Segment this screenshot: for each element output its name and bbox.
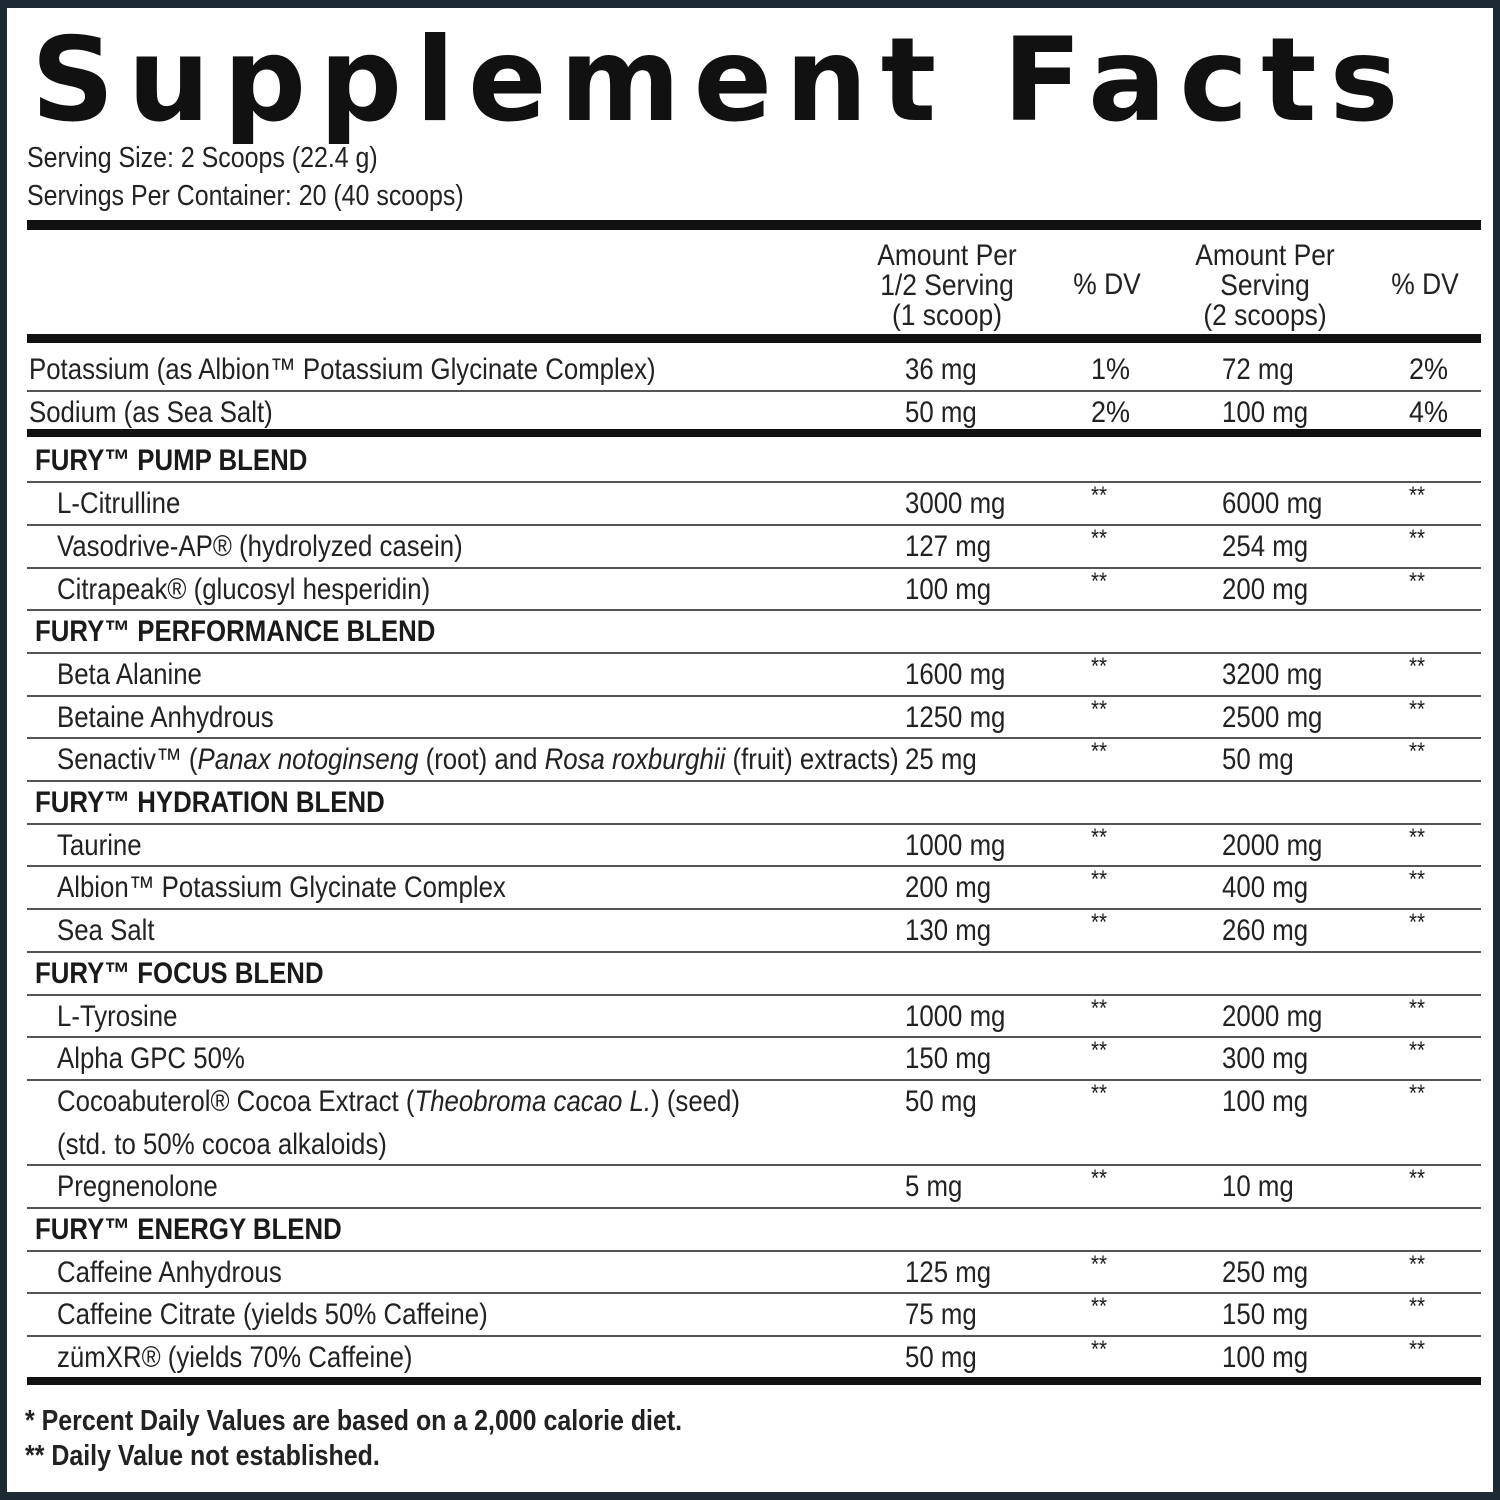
name-part: Cocoabuterol® Cocoa Extract (: [57, 1084, 415, 1118]
table-row: [27, 738, 1481, 780]
page-title: Supplement Facts: [31, 13, 1412, 148]
amount-full-serving: 2000 mg: [1222, 999, 1323, 1033]
table-row: [27, 1037, 1481, 1079]
dv-full-serving: **: [1409, 866, 1426, 894]
amount-half-serving: 50 mg: [905, 1084, 977, 1118]
table-row: [27, 482, 1481, 524]
dv-half-serving: **: [1091, 695, 1108, 723]
amount-full-serving: 3200 mg: [1222, 657, 1323, 691]
section-rule: [27, 1377, 1481, 1385]
dv-half-serving: **: [1091, 652, 1108, 680]
amount-full-serving: 2500 mg: [1222, 700, 1323, 734]
amount-half-serving: 1250 mg: [905, 700, 1006, 734]
dv-half-serving: **: [1091, 567, 1108, 595]
header-full-serving: Amount Per Serving (2 scoops): [1195, 239, 1335, 332]
ingredient-name: Alpha GPC 50%: [57, 1042, 245, 1076]
dv-half-serving: **: [1091, 1336, 1108, 1364]
amount-full-serving: 6000 mg: [1222, 487, 1323, 521]
table-row: [27, 1251, 1481, 1293]
blend-name: FURY™ FOCUS BLEND: [35, 956, 324, 990]
amount-half-serving: 3000 mg: [905, 487, 1006, 521]
name-part: (fruit) extracts): [725, 743, 899, 777]
dv-full-serving: **: [1409, 482, 1426, 510]
table-row: [27, 824, 1481, 866]
blend-name: FURY™ ENERGY BLEND: [35, 1213, 342, 1246]
dv-full-serving: **: [1409, 652, 1426, 680]
amount-half-serving: 75 mg: [905, 1298, 977, 1332]
dv-full-serving: 4%: [1409, 395, 1449, 429]
dv-full-serving: **: [1409, 1250, 1426, 1278]
name-part: (root) and: [418, 743, 545, 777]
latin-name: Theobroma cacao L.: [414, 1084, 652, 1118]
ingredient-name: [57, 1080, 740, 1122]
latin-name: Panax notoginseng: [197, 743, 419, 777]
dv-full-serving: **: [1409, 1079, 1426, 1107]
dv-full-serving: **: [1409, 823, 1426, 851]
table-row: [27, 1079, 1481, 1161]
footnote-dv-not-established: ** Daily Value not established.: [25, 1440, 380, 1472]
amount-half-serving: 125 mg: [905, 1255, 992, 1289]
amount-full-serving: 400 mg: [1222, 871, 1309, 905]
table-row: [27, 1165, 1481, 1207]
amount-full-serving: 50 mg: [1222, 743, 1294, 777]
dv-full-serving: **: [1409, 738, 1426, 766]
dv-half-serving: **: [1091, 1079, 1108, 1107]
latin-name: Rosa roxburghii: [544, 743, 726, 777]
amount-half-serving: 200 mg: [905, 871, 992, 905]
header-dv-half: % DV: [1073, 268, 1141, 301]
ingredient-name: Albion™ Potassium Glycinate Complex: [57, 871, 506, 905]
dv-full-serving: **: [1409, 524, 1426, 552]
header-top-rule: [27, 220, 1481, 230]
serving-size: Serving Size: 2 Scoops (22.4 g): [27, 142, 378, 174]
table-row: [27, 1293, 1481, 1335]
ingredient-name: L-Tyrosine: [57, 999, 178, 1033]
amount-half-serving: 1000 mg: [905, 828, 1006, 862]
nutrient-name: Sodium (as Sea Salt): [29, 395, 273, 429]
section-rule: [27, 429, 1481, 437]
blend-header-row: [27, 952, 1481, 994]
table-row: [27, 866, 1481, 908]
table-row: [27, 525, 1481, 567]
amount-full-serving: 200 mg: [1222, 572, 1309, 606]
amount-half-serving: 36 mg: [905, 353, 977, 386]
dv-half-serving: **: [1091, 823, 1108, 851]
amount-full-serving: 10 mg: [1222, 1170, 1294, 1204]
amount-half-serving: 1000 mg: [905, 999, 1006, 1033]
dv-full-serving: **: [1409, 567, 1426, 595]
dv-full-serving: **: [1409, 1037, 1426, 1065]
header-bottom-rule: [27, 334, 1481, 343]
blend-header-row: [27, 439, 1481, 481]
header-dv-full: % DV: [1391, 268, 1459, 301]
ingredient-name-line2: (std. to 50% cocoa alkaloids): [57, 1127, 387, 1161]
amount-full-serving: 300 mg: [1222, 1042, 1309, 1076]
dv-full-serving: 2%: [1409, 353, 1449, 386]
ingredient-name: Caffeine Citrate (yields 50% Caffeine): [57, 1298, 488, 1332]
amount-full-serving: 100 mg: [1222, 395, 1309, 429]
dv-full-serving: **: [1409, 1165, 1426, 1193]
dv-half-serving: **: [1091, 909, 1108, 937]
dv-half-serving: **: [1091, 524, 1108, 552]
dv-full-serving: **: [1409, 1293, 1426, 1321]
supplement-facts-panel: [7, 8, 1493, 1492]
amount-half-serving: 100 mg: [905, 572, 992, 606]
dv-half-serving: **: [1091, 738, 1108, 766]
amount-half-serving: 50 mg: [905, 1341, 977, 1375]
amount-full-serving: 250 mg: [1222, 1255, 1309, 1289]
table-row: [27, 909, 1481, 951]
amount-half-serving: 50 mg: [905, 395, 977, 429]
dv-half-serving: **: [1091, 1293, 1108, 1321]
nutrient-name: Potassium (as Albion™ Potassium Glycinate Complex): [29, 353, 656, 386]
table-row: [27, 696, 1481, 738]
name-part: ) (seed): [651, 1084, 740, 1118]
table-row: [27, 653, 1481, 695]
ingredient-name: Beta Alanine: [57, 657, 202, 691]
amount-half-serving: 25 mg: [905, 743, 977, 777]
dv-half-serving: 2%: [1091, 395, 1131, 429]
blend-header-row: [27, 610, 1481, 652]
amount-full-serving: 100 mg: [1222, 1341, 1309, 1375]
ingredient-name: Sea Salt: [57, 914, 155, 948]
name-part: Senactiv™ (: [57, 743, 198, 777]
dv-half-serving: **: [1091, 1250, 1108, 1278]
ingredient-name: Caffeine Anhydrous: [57, 1255, 282, 1289]
dv-half-serving: **: [1091, 1037, 1108, 1065]
blend-name: FURY™ PERFORMANCE BLEND: [35, 615, 436, 649]
amount-full-serving: 260 mg: [1222, 914, 1309, 948]
ingredient-name: Citrapeak® (glucosyl hesperidin): [57, 572, 431, 606]
ingredient-name: Vasodrive-AP® (hydrolyzed casein): [57, 529, 463, 563]
dv-full-serving: **: [1409, 1336, 1426, 1364]
dv-full-serving: **: [1409, 909, 1426, 937]
blend-header-row: [27, 1208, 1481, 1250]
table-row: [27, 391, 1481, 433]
amount-half-serving: 1600 mg: [905, 657, 1006, 691]
ingredient-name: [57, 738, 899, 780]
ingredient-name: Pregnenolone: [57, 1170, 218, 1204]
table-row: [27, 995, 1481, 1037]
ingredient-name: zümXR® (yields 70% Caffeine): [57, 1341, 413, 1375]
footnote-dv-basis: * Percent Daily Values are based on a 2,000 calorie diet.: [25, 1405, 683, 1437]
dv-half-serving: 1%: [1091, 353, 1131, 386]
dv-full-serving: **: [1409, 695, 1426, 723]
amount-full-serving: 150 mg: [1222, 1298, 1309, 1332]
amount-full-serving: 72 mg: [1222, 353, 1294, 386]
table-row: [27, 1336, 1481, 1378]
blend-name: FURY™ PUMP BLEND: [35, 444, 308, 478]
amount-full-serving: 2000 mg: [1222, 828, 1323, 862]
ingredient-name: Taurine: [57, 828, 142, 862]
dv-half-serving: **: [1091, 866, 1108, 894]
blend-header-row: [27, 781, 1481, 823]
dv-full-serving: **: [1409, 994, 1426, 1022]
dv-half-serving: **: [1091, 482, 1108, 510]
amount-half-serving: 127 mg: [905, 529, 992, 563]
amount-half-serving: 130 mg: [905, 914, 992, 948]
amount-full-serving: 100 mg: [1222, 1084, 1309, 1118]
header-half-serving: Amount Per 1/2 Serving (1 scoop): [877, 239, 1017, 332]
amount-half-serving: 5 mg: [905, 1170, 963, 1204]
dv-half-serving: **: [1091, 994, 1108, 1022]
table-row: [27, 568, 1481, 610]
blend-name: FURY™ HYDRATION BLEND: [35, 786, 385, 819]
amount-half-serving: 150 mg: [905, 1042, 992, 1076]
ingredient-name: L-Citrulline: [57, 487, 181, 521]
amount-full-serving: 254 mg: [1222, 529, 1309, 563]
servings-per-container: Servings Per Container: 20 (40 scoops): [27, 180, 464, 212]
table-row: [27, 348, 1481, 390]
ingredient-name: Betaine Anhydrous: [57, 700, 274, 734]
dv-half-serving: **: [1091, 1165, 1108, 1193]
